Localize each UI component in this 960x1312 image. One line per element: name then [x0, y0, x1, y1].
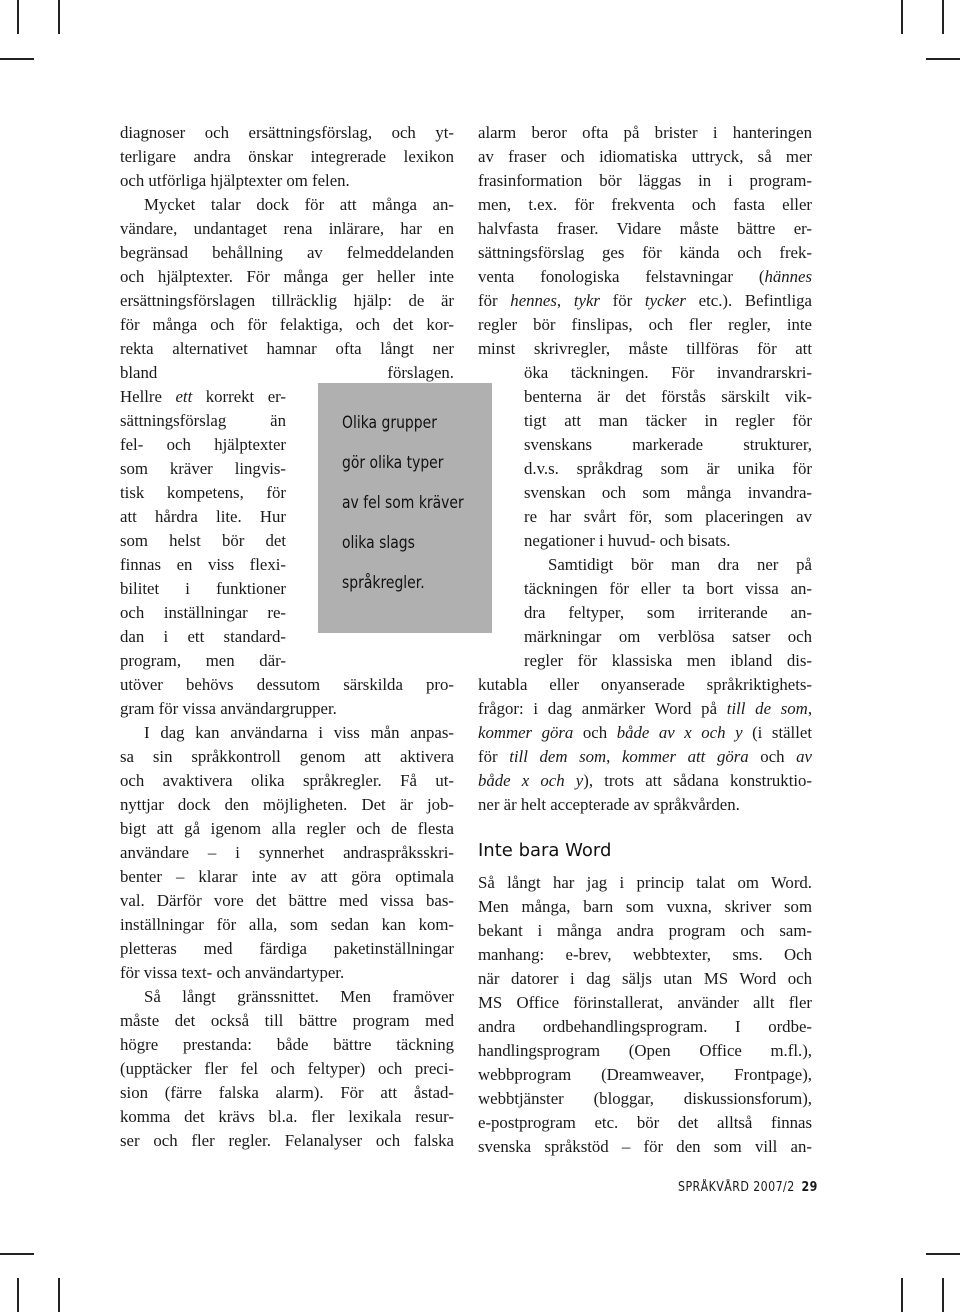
text-line: dan i ett standard-	[120, 627, 286, 646]
text-line: kommer göra och både av x och y (i stället	[478, 723, 812, 742]
text-line: Samtidigt bör man dra ner på	[548, 555, 812, 574]
folio-journal: SPRÅKVÅRD 2007/2	[678, 1180, 795, 1195]
text-line: regler för klassiska men ibland dis-	[524, 651, 812, 670]
text-line: benter – klarar inte av att göra optimala	[120, 867, 454, 886]
text-line: I dag kan användarna i viss mån anpas-	[144, 723, 454, 742]
text-line: manhang: e-brev, webbtexter, sms. Och	[478, 945, 812, 964]
section-heading: Inte bara Word	[478, 840, 612, 861]
text-line: inställningar för alla, som sedan kan kom-	[120, 915, 454, 934]
text-line: sion (färre falska alarm). För att åstad-	[120, 1083, 454, 1102]
text-line: svenskan och som många invandra-	[524, 483, 812, 502]
crop-mark-top-right-v	[901, 0, 903, 34]
text-line: fel- och hjälptexter	[120, 435, 286, 454]
folio-page-number: 29	[801, 1180, 818, 1195]
text-line: halvfasta fraser. Vidare måste bättre er-	[478, 219, 812, 238]
text-line: nyttjar dock den möjligheten. Det är job-	[120, 795, 454, 814]
text-line: vändare, undantaget rena inlärare, har en	[120, 219, 454, 238]
text-line: Så långt gränssnittet. Men framöver	[144, 987, 454, 1006]
pull-quote-line: Olika grupper	[342, 413, 437, 433]
crop-mark-bottom-right-v	[901, 1278, 903, 1312]
text-line: öka täckningen. För invandrarskri-	[524, 363, 812, 382]
text-line: (upptäcker fler fel och feltyper) och preci-	[120, 1059, 454, 1078]
text-line: e-postprogram etc. bör det alltså finnas	[478, 1113, 812, 1132]
text-line: komma det krävs bl.a. fler lexikala resur-	[120, 1107, 454, 1126]
text-line: handlingsprogram (Open Office m.fl.),	[478, 1041, 812, 1060]
crop-mark-bottom-left-h	[0, 1253, 34, 1255]
text-line: svenska språkstöd – för den som vill an-	[478, 1137, 812, 1156]
pull-quote-line: gör olika typer	[342, 453, 444, 473]
text-line: utöver behövs dessutom särskilda pro-	[120, 675, 454, 694]
crop-mark-bottom-right-v2	[942, 1278, 944, 1312]
text-line: och inställningar re-	[120, 603, 286, 622]
crop-mark-top-right-h	[926, 58, 960, 60]
text-line: för vissa text- och användartyper.	[120, 963, 345, 982]
text-line: sättningsförslag ges för kända och frek-	[478, 243, 812, 262]
pull-quote-box	[318, 383, 492, 633]
text-line: regler bör finslipas, och fler regler, inte	[478, 315, 812, 334]
text-line: alarm beror ofta på brister i hanteringen	[478, 123, 812, 142]
text-line: måste det också till bättre program med	[120, 1011, 454, 1030]
pull-quote-line: olika slags	[342, 533, 415, 553]
text-line: d.v.s. språkdrag som är unika för	[524, 459, 812, 478]
text-line: att hårdra lite. Hur	[120, 507, 286, 526]
text-line: för till dem som, kommer att göra och av	[478, 747, 812, 766]
crop-mark-top-right-v2	[942, 0, 944, 34]
text-line: dra feltyper, som irriterande an-	[524, 603, 812, 622]
text-line: och avaktivera olika språkregler. Få ut-	[120, 771, 454, 790]
text-line: rekta alternativet hamnar ofta långt ner	[120, 339, 454, 358]
text-line: täckningen för eller ta bort vissa an-	[524, 579, 812, 598]
crop-mark-top-left-v2	[58, 0, 60, 34]
text-line: som kräver lingvis-	[120, 459, 286, 478]
text-line: Men många, barn som vuxna, skriver som	[478, 897, 812, 916]
text-line: ersättningsförslagen tillräcklig hjälp: de är	[120, 291, 454, 310]
text-line: men, t.ex. för frekventa och fasta eller	[478, 195, 812, 214]
text-line: sättningsförslag än	[120, 411, 286, 430]
text-line: webbtjänster (bloggar, diskussionsforum),	[478, 1089, 812, 1108]
text-line: sa sin språkkontroll genom att aktivera	[120, 747, 454, 766]
text-line: webbprogram (Dreamweaver, Frontpage),	[478, 1065, 812, 1084]
text-line: Hellre ett korrekt er-	[120, 387, 287, 406]
crop-mark-top-left-v	[17, 0, 19, 34]
crop-mark-top-left-h	[0, 58, 34, 60]
page-folio	[678, 1180, 818, 1195]
pull-quote-line: språkregler.	[342, 573, 425, 593]
crop-mark-bottom-left-v	[17, 1278, 19, 1312]
text-line: re har svårt för, som placeringen av	[524, 507, 812, 526]
text-line: diagnoser och ersättningsförslag, och yt-	[120, 123, 454, 142]
text-line: tigt att man täcker in regler för	[524, 411, 812, 430]
text-line: svenskans markerade strukturer,	[524, 435, 812, 454]
text-line: andra ordbehandlingsprogram. I ordbe-	[478, 1017, 812, 1036]
text-line: finnas en viss flexi-	[120, 555, 286, 574]
text-line: bigt att gå igenom alla regler och de flesta	[120, 819, 454, 838]
text-line: minst skrivregler, måste tillföras för att	[478, 339, 812, 358]
text-line: användare – i synnerhet andraspråksskri-	[120, 843, 454, 862]
text-line: bekant i många andra program och sam-	[478, 921, 812, 940]
text-line: ser och fler regler. Felanalyser och falska	[120, 1131, 454, 1150]
text-line: för många och för felaktiga, och det kor-	[120, 315, 454, 334]
text-line: och utförliga hjälptexter om felen.	[120, 171, 350, 190]
text-line: när datorer i dag säljs utan MS Word och	[478, 969, 812, 988]
text-line: ner är helt accepterade av språkvården.	[478, 795, 740, 814]
text-line: begränsad behållning av felmeddelanden	[120, 243, 454, 262]
text-line: Mycket talar dock för att många an-	[144, 195, 454, 214]
text-line: Så långt har jag i princip talat om Word.	[478, 873, 812, 892]
text-line: för hennes, tykr för tycker etc.). Befintliga	[478, 291, 813, 310]
text-line: kutabla eller onyanserade språkriktighets-	[478, 675, 812, 694]
text-line: terligare andra önskar integrerade lexikon	[120, 147, 454, 166]
crop-mark-bottom-left-v2	[58, 1278, 60, 1312]
text-line: av fraser och idiomatiska uttryck, så mer	[478, 147, 812, 166]
text-line: negationer i huvud- och bisats.	[524, 531, 731, 550]
text-line: gram för vissa användargrupper.	[120, 699, 337, 718]
crop-mark-bottom-right-h	[926, 1253, 960, 1255]
pull-quote-line: av fel som kräver	[342, 493, 464, 513]
text-line: bilitet i funktioner	[120, 579, 286, 598]
text-line: frågor: i dag anmärker Word på till de som,	[478, 699, 813, 718]
text-line: tisk kompetens, för	[120, 483, 286, 502]
text-line: frasinformation bör läggas in i program-	[478, 171, 812, 190]
text-line: som helst bör det	[120, 531, 286, 550]
text-line: MS Office förinstallerat, använder allt fler	[478, 993, 812, 1012]
text-line: bland förslagen.	[120, 363, 454, 382]
text-line: högre prestanda: både bättre täckning	[120, 1035, 454, 1054]
text-line: venta fonologiska felstavningar (hännes	[478, 267, 812, 286]
text-line: och hjälptexter. För många ger heller inte	[120, 267, 454, 286]
text-line: märkningar om verblösa satser och	[524, 627, 812, 646]
text-line: pletteras med färdiga paketinställningar	[120, 939, 454, 958]
text-line: både x och y), trots att sådana konstruktio-	[478, 771, 812, 790]
text-line: val. Därför vore det bättre med vissa bas-	[120, 891, 454, 910]
text-line: program, men där-	[120, 651, 286, 670]
text-line: benterna är det förstås särskilt vik-	[524, 387, 812, 406]
